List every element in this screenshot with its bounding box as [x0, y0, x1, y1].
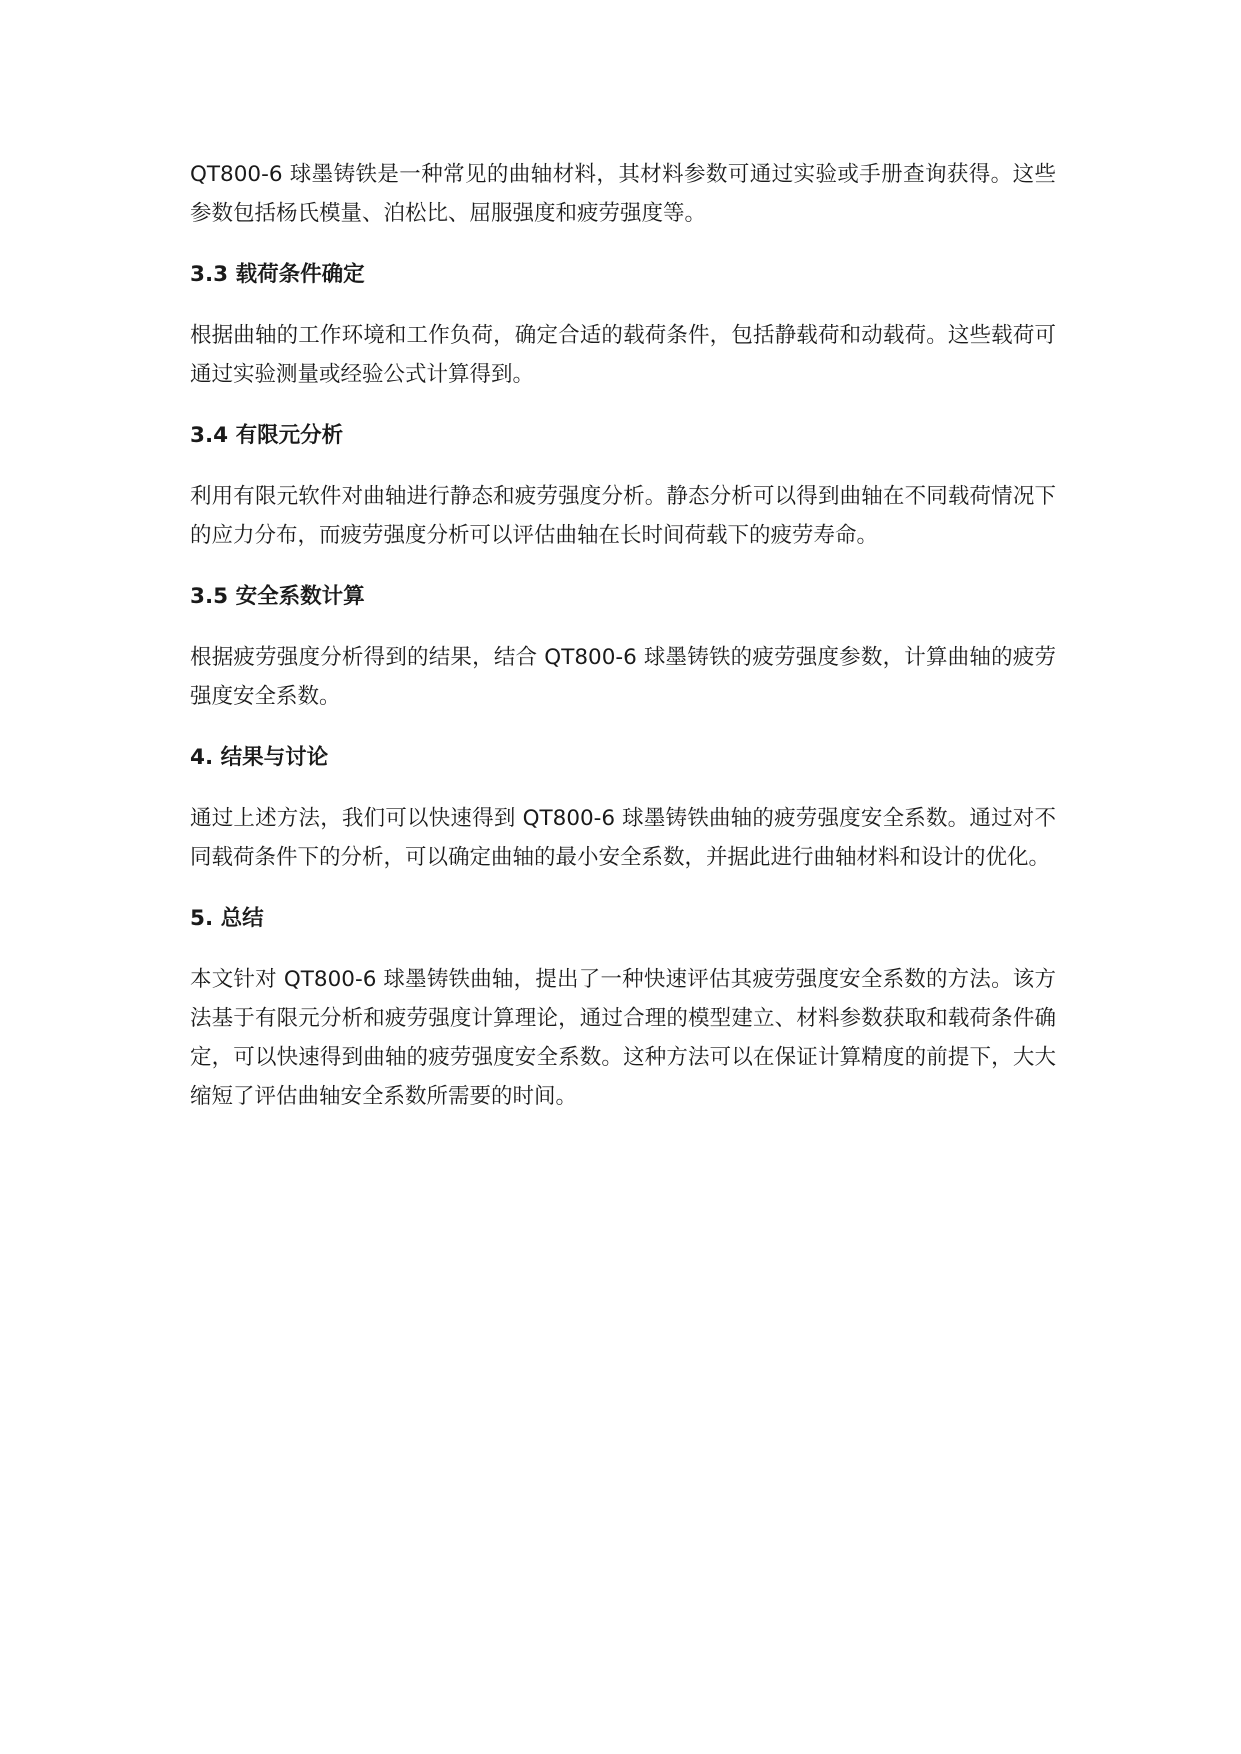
heading-load-conditions: 3.3 载荷条件确定	[190, 262, 365, 287]
heading-summary: 5. 总结	[190, 906, 264, 931]
heading-fea: 3.4 有限元分析	[190, 423, 344, 448]
paragraph-material-parameters: QT800-6 球墨铸铁是一种常见的曲轴材料，其材料参数可通过实验或手册查询获得。这些参数包括杨氏模量、泊松比、屈服强度和疲劳强度等。	[190, 162, 1056, 226]
document-body	[190, 155, 1056, 1116]
paragraph-results: 通过上述方法，我们可以快速得到 QT800-6 球墨铸铁曲轴的疲劳强度安全系数。通过对不同载荷条件下的分析，可以确定曲轴的最小安全系数，并据此进行曲轴材料和设计的优化。	[190, 806, 1056, 870]
paragraph-summary: 本文针对 QT800-6 球墨铸铁曲轴，提出了一种快速评估其疲劳强度安全系数的方法。该方法基于有限元分析和疲劳强度计算理论，通过合理的模型建立、材料参数获取和载荷条件确定，可以快速得到曲轴的疲劳强度安全系数。这种方法可以在保证计算精度的前提下，大大缩短了评估曲轴安全系数所需要的时间。	[190, 967, 1056, 1109]
paragraph-load-conditions: 根据曲轴的工作环境和工作负荷，确定合适的载荷条件，包括静载荷和动载荷。这些载荷可通过实验测量或经验公式计算得到。	[190, 323, 1056, 387]
paragraph-fea: 利用有限元软件对曲轴进行静态和疲劳强度分析。静态分析可以得到曲轴在不同载荷情况下的应力分布，而疲劳强度分析可以评估曲轴在长时间荷载下的疲劳寿命。	[190, 484, 1056, 548]
heading-safety-factor: 3.5 安全系数计算	[190, 584, 365, 609]
paragraph-safety-factor: 根据疲劳强度分析得到的结果，结合 QT800-6 球墨铸铁的疲劳强度参数，计算曲轴的疲劳强度安全系数。	[190, 645, 1056, 709]
heading-results: 4. 结果与讨论	[190, 745, 329, 770]
